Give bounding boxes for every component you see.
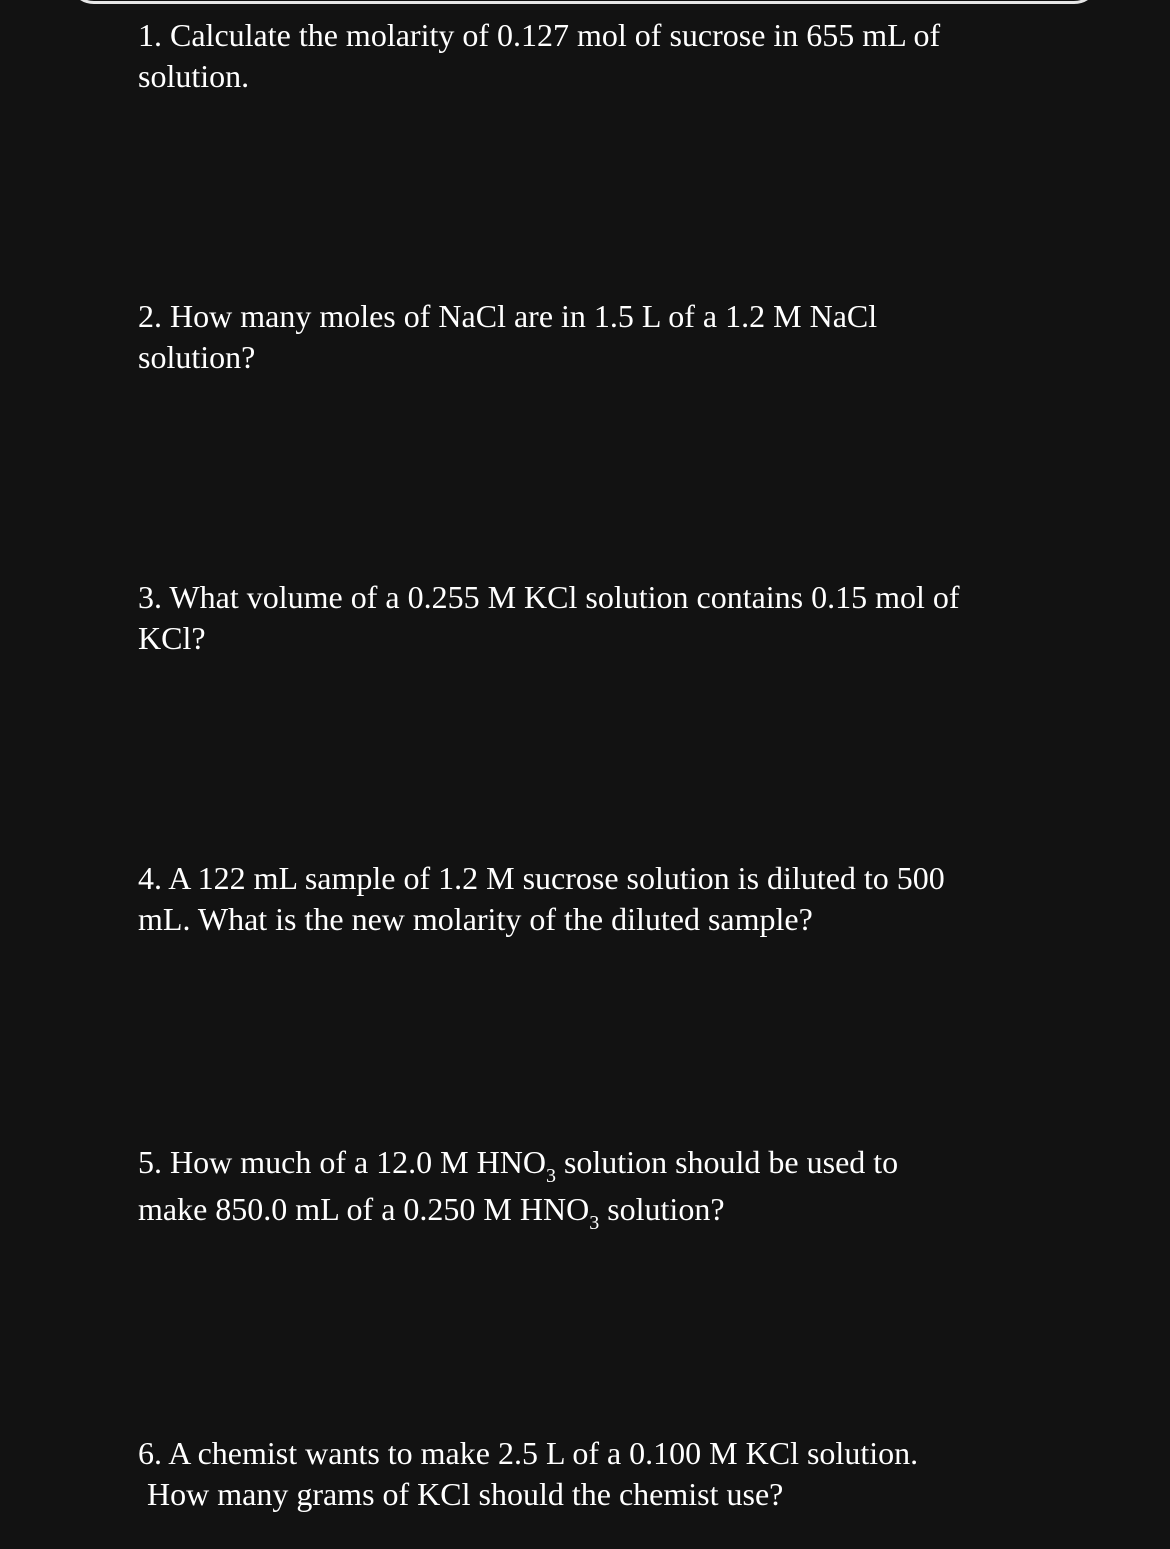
question-2 — [138, 296, 1038, 378]
question-3 — [138, 577, 1038, 659]
top-frame-border — [68, 0, 1100, 4]
question-3-line-2: KCl? — [138, 620, 206, 656]
question-4 — [138, 858, 1038, 940]
question-5 — [138, 1139, 1038, 1233]
question-5-line-1 — [138, 1139, 1038, 1186]
question-2-line-2: solution? — [138, 339, 256, 375]
question-5-line-1-subscript: 3 — [545, 1165, 556, 1187]
question-3-line-1: 3. What volume of a 0.255 M KCl solution contains 0.15 mol of — [138, 579, 960, 615]
question-1-line-2: solution. — [138, 58, 250, 94]
question-2-line-1: 2. How many moles of NaCl are in 1.5 L of a 1.2 M NaCl — [138, 298, 878, 334]
question-6-line-2: How many grams of KCl should the chemist use? — [147, 1476, 784, 1512]
question-5-line-2-rest: solution? — [599, 1191, 725, 1227]
question-5-line-1-text: 5. How much of a 12.0 M HNO — [138, 1144, 546, 1180]
question-1-line-1: 1. Calculate the molarity of 0.127 mol of sucrose in 655 mL of — [138, 17, 941, 53]
question-4-line-1: 4. A 122 mL sample of 1.2 M sucrose solution is diluted to 500 — [138, 860, 945, 896]
question-1 — [138, 15, 1038, 97]
question-6-line-1: 6. A chemist wants to make 2.5 L of a 0.100 M KCl solution. — [138, 1435, 919, 1471]
question-5-line-2-subscript: 3 — [589, 1212, 600, 1234]
question-6 — [138, 1433, 1038, 1515]
question-4-line-2: mL. What is the new molarity of the diluted sample? — [138, 901, 813, 937]
question-5-line-2 — [138, 1186, 1038, 1233]
question-5-line-2-text: make 850.0 mL of a 0.250 M HNO — [138, 1191, 590, 1227]
question-5-line-1-rest: solution should be used to — [555, 1144, 899, 1180]
